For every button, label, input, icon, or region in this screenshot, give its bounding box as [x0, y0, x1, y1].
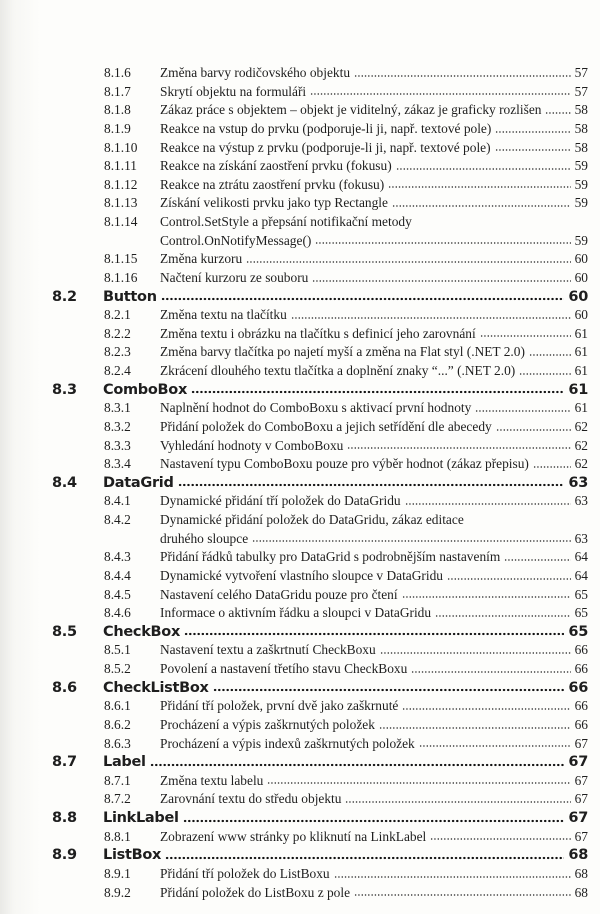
dot-leader	[402, 595, 571, 599]
entry-body	[160, 139, 588, 158]
toc-entry	[0, 697, 600, 716]
toc-entry	[0, 455, 600, 474]
page-number: 66	[568, 679, 588, 696]
entry-body	[160, 250, 588, 269]
toc-entry	[0, 567, 600, 586]
dot-leader	[430, 837, 570, 841]
entry-body	[160, 790, 588, 809]
entry-number: 8.8	[52, 810, 77, 826]
entry-number: 8.7.2	[104, 791, 131, 807]
entry-title: Vyhledání hodnoty v ComboBoxu	[160, 437, 344, 453]
toc-section-heading	[0, 474, 600, 493]
page-number: 61	[574, 325, 588, 341]
entry-body	[160, 492, 588, 511]
page-number: 66	[574, 642, 588, 658]
toc-entry	[0, 64, 600, 83]
entry-number: 8.6.1	[104, 698, 131, 714]
page-number: 68	[574, 884, 588, 900]
page-number: 68	[568, 847, 588, 864]
entry-body	[160, 176, 588, 195]
entry-title: Načtení kurzoru ze souboru	[160, 269, 309, 285]
toc-entry	[0, 437, 600, 456]
page-number: 67	[574, 735, 588, 751]
page-number: 61	[574, 400, 588, 416]
toc-entry	[0, 269, 600, 288]
entry-number: 8.9	[52, 847, 77, 864]
entry-body	[160, 660, 588, 679]
entry-body	[160, 772, 588, 791]
entry-title: ComboBox	[103, 381, 188, 398]
entry-number: 8.5.2	[104, 661, 131, 676]
entry-body	[160, 64, 588, 83]
page-number: 66	[574, 716, 588, 732]
entry-title: Reakce na výstup z prvku (podporuje-li ji, např. textové pole)	[160, 139, 491, 155]
page-number: 58	[574, 120, 588, 136]
entry-number: 8.6.2	[104, 716, 131, 732]
entry-number: 8.1.6	[104, 65, 131, 80]
entry-number: 8.5	[52, 623, 77, 640]
dot-leader	[519, 372, 570, 376]
dot-leader	[334, 875, 571, 879]
entry-title: Dynamické vytvoření vlastního sloupce v DataGridu	[160, 567, 443, 583]
dot-leader	[178, 483, 565, 487]
entry-body	[160, 362, 588, 381]
dot-leader	[496, 428, 571, 432]
dot-leader	[252, 539, 570, 543]
page-number: 64	[574, 567, 588, 583]
entry-title-continued: Control.OnNotifyMessage()	[160, 232, 312, 248]
dot-leader	[405, 502, 571, 506]
toc-section-heading	[0, 381, 600, 400]
entry-number: 8.4.5	[104, 586, 131, 602]
entry-body	[160, 83, 588, 102]
page-number: 58	[574, 139, 588, 155]
entry-title: Control.SetStyle a přepsání notifikační metody	[160, 214, 412, 229]
entry-title: Reakce na vstup do prvku (podporuje-li ji, např. textové pole)	[160, 120, 492, 136]
dot-leader	[184, 632, 564, 636]
dot-leader	[315, 241, 570, 245]
entry-title: Přidání tří položek, první dvě jako zaškrnuté	[160, 698, 399, 714]
dot-leader	[312, 279, 570, 283]
entry-body	[103, 753, 588, 772]
entry-number: 8.1.11	[104, 158, 137, 174]
entry-number: 8.3.4	[104, 456, 131, 472]
toc-entry-continuation	[0, 232, 600, 251]
toc-entry-continuation	[0, 530, 600, 549]
entry-body	[103, 381, 588, 400]
entry-body	[160, 865, 588, 884]
dot-leader	[150, 763, 565, 767]
entry-body	[160, 306, 588, 325]
toc-entry	[0, 548, 600, 567]
page-number: 66	[574, 661, 588, 676]
entry-title: Přidání položek do ComboBoxu a jejich setřídění dle abecedy	[160, 418, 492, 434]
entry-title: Dynamické přidání tří položek do DataGridu	[160, 493, 401, 509]
dot-leader	[165, 856, 564, 860]
toc-entry	[0, 399, 600, 418]
page-number: 67	[568, 754, 588, 771]
entry-number: 8.6	[52, 679, 77, 696]
toc-entry	[0, 604, 600, 623]
entry-title: CheckListBox	[103, 679, 209, 696]
entry-title: Získání velikosti prvku jako typ Rectangle	[160, 195, 388, 211]
entry-number: 8.5.1	[104, 642, 131, 658]
page-number: 61	[568, 381, 588, 398]
toc-entry	[0, 660, 600, 679]
toc-entry	[0, 828, 600, 847]
entry-number: 8.4.2	[104, 512, 131, 527]
page-number: 60	[574, 251, 588, 267]
entry-number: 8.1.7	[104, 83, 131, 99]
entry-number: 8.9.1	[104, 865, 131, 881]
entry-title: Procházení a výpis zaškrnutých položek	[160, 716, 375, 732]
page-number: 65	[574, 605, 588, 621]
dot-leader	[347, 446, 570, 450]
toc-entry	[0, 492, 600, 511]
entry-title: Povolení a nastavení třetího stavu CheckBoxu	[160, 661, 408, 676]
entry-number: 8.1.13	[104, 195, 138, 211]
entry-body	[160, 641, 588, 660]
entry-number: 8.4.4	[104, 567, 131, 583]
entry-body	[160, 735, 588, 754]
page-number: 59	[574, 232, 588, 248]
entry-title: Zkrácení dlouhého textu tlačítka a doplnění znaky “...” (.NET 2.0)	[160, 363, 516, 378]
entry-body	[160, 586, 588, 605]
entry-title: Informace o aktivním řádku a sloupci v DataGridu	[160, 605, 432, 621]
entry-number: 8.7	[52, 754, 77, 771]
entry-title: Přidání položek do ListBoxu z pole	[160, 884, 351, 900]
entry-title: Reakce na získání zaostření prvku (fokusu)	[160, 158, 392, 174]
toc-entry	[0, 176, 600, 195]
entry-body	[160, 604, 588, 623]
entry-body	[160, 716, 588, 735]
entry-number: 8.2.2	[104, 325, 131, 341]
dot-leader	[310, 92, 570, 96]
entry-number: 8.4.3	[104, 549, 131, 565]
entry-number: 8.2.4	[104, 363, 131, 378]
dot-leader	[475, 409, 570, 413]
dot-leader	[267, 781, 570, 785]
entry-number: 8.3.3	[104, 437, 131, 453]
entry-number: 8.3.1	[104, 400, 131, 416]
entry-number: 8.1.16	[104, 269, 138, 285]
dot-leader	[345, 800, 570, 804]
entry-title: Dynamické přidání položek do DataGridu, zákaz editace	[160, 512, 464, 527]
dot-leader	[379, 726, 571, 730]
entry-number: 8.3.2	[104, 418, 131, 434]
entry-body	[160, 343, 588, 362]
entry-title-continued: druhého sloupce	[160, 530, 249, 546]
toc-entry	[0, 83, 600, 102]
entry-title: Nastavení textu a zaškrtnutí CheckBoxu	[160, 642, 376, 658]
toc-entry	[0, 194, 600, 213]
toc-section-heading	[0, 623, 600, 642]
toc-entry	[0, 139, 600, 158]
entry-number: 8.1.10	[104, 139, 138, 155]
toc-entry	[0, 120, 600, 139]
page-number: 67	[574, 791, 588, 807]
page-number: 57	[574, 65, 588, 80]
dot-leader	[388, 185, 570, 189]
entry-body	[160, 232, 588, 251]
dot-leader	[291, 316, 571, 320]
entry-body	[103, 809, 588, 828]
toc-entry	[0, 586, 600, 605]
entry-number: 8.4.1	[104, 493, 131, 509]
toc-section-heading	[0, 846, 600, 865]
toc-entry	[0, 772, 600, 791]
dot-leader	[419, 744, 571, 748]
entry-number: 8.6.3	[104, 735, 131, 751]
entry-title: Button	[103, 288, 157, 305]
entry-number: 8.4	[52, 474, 77, 491]
dot-leader	[435, 614, 571, 618]
page-number: 59	[574, 195, 588, 211]
page-number: 62	[574, 437, 588, 453]
entry-number: 8.2.3	[104, 344, 131, 360]
toc-entry	[0, 343, 600, 362]
entry-number: 8.1.8	[104, 102, 131, 118]
dot-leader	[354, 893, 571, 897]
toc-entry	[0, 213, 600, 232]
page-number: 64	[574, 549, 588, 565]
entry-number: 8.1.15	[104, 251, 138, 267]
page-number: 65	[568, 623, 588, 640]
entry-body	[160, 511, 588, 530]
toc-entry	[0, 157, 600, 176]
entry-body	[103, 474, 588, 493]
entry-title: Naplnění hodnot do ComboBoxu s aktivací první hodnoty	[160, 400, 472, 416]
dot-leader	[213, 688, 565, 692]
dot-leader	[411, 670, 570, 674]
entry-title: Změna textu na tlačítku	[160, 307, 287, 323]
page-number: 65	[574, 586, 588, 602]
entry-body	[160, 399, 588, 418]
entry-title: Skrytí objektu na formuláři	[160, 83, 307, 99]
entry-title: Změna kurzoru	[160, 251, 243, 267]
dot-leader	[396, 167, 571, 171]
entry-title: Změna barvy tlačítka po najetí myší a změna na Flat styl (.NET 2.0)	[160, 344, 525, 360]
page-number: 57	[574, 83, 588, 99]
dot-leader	[183, 819, 565, 823]
entry-body	[103, 623, 588, 642]
page-number: 67	[574, 828, 588, 844]
entry-title: ListBox	[103, 847, 162, 864]
dot-leader	[480, 334, 571, 338]
entry-body	[160, 120, 588, 139]
dot-leader	[380, 651, 571, 655]
page-number: 63	[568, 474, 588, 491]
entry-body	[103, 288, 588, 307]
page-number: 62	[574, 456, 588, 472]
page-number: 62	[574, 418, 588, 434]
entry-title: Zobrazení www stránky po kliknutí na LinkLabel	[160, 828, 427, 844]
toc-section-heading	[0, 753, 600, 772]
entry-body	[160, 213, 588, 232]
entry-body	[160, 567, 588, 586]
toc-entry	[0, 865, 600, 884]
toc-entry	[0, 716, 600, 735]
entry-number: 8.1.12	[104, 176, 138, 192]
page-number: 68	[574, 865, 588, 881]
dot-leader	[495, 130, 570, 134]
entry-title: Nastavení typu ComboBoxu pouze pro výběr hodnot (zákaz přepisu)	[160, 456, 529, 472]
dot-leader	[161, 297, 565, 301]
entry-body	[160, 194, 588, 213]
entry-body	[160, 325, 588, 344]
entry-title: Přidání tří položek do ListBoxu	[160, 865, 330, 881]
toc-entry	[0, 101, 600, 120]
entry-title: CheckBox	[103, 623, 181, 640]
page-number: 58	[574, 102, 588, 118]
entry-number: 8.3	[52, 381, 77, 398]
toc-entry	[0, 362, 600, 381]
page-number: 61	[574, 344, 588, 360]
page-number: 59	[574, 176, 588, 192]
toc-section-heading	[0, 288, 600, 307]
entry-body	[160, 530, 588, 549]
toc-entry	[0, 306, 600, 325]
entry-body	[160, 269, 588, 288]
entry-number: 8.7.1	[104, 772, 131, 788]
entry-body	[160, 157, 588, 176]
entry-body	[160, 548, 588, 567]
toc-entry	[0, 735, 600, 754]
entry-body	[160, 101, 588, 120]
page-number: 61	[574, 363, 588, 378]
toc-section-heading	[0, 809, 600, 828]
dot-leader	[529, 353, 571, 357]
dot-leader	[504, 558, 570, 562]
entry-body	[160, 828, 588, 847]
entry-body	[103, 846, 588, 865]
entry-body	[160, 418, 588, 437]
entry-title: Label	[103, 754, 146, 771]
page-number: 66	[574, 698, 588, 714]
toc-entry	[0, 884, 600, 903]
dot-leader	[246, 260, 570, 264]
entry-title: LinkLabel	[103, 810, 179, 826]
entry-body	[160, 884, 588, 903]
toc-entry	[0, 250, 600, 269]
dot-leader	[545, 111, 570, 115]
entry-title: Změna barvy rodičovského objektu	[160, 65, 351, 80]
table-of-contents	[0, 64, 600, 902]
entry-title: Zarovnání textu do středu objektu	[160, 791, 342, 807]
toc-section-heading	[0, 679, 600, 698]
entry-body	[160, 697, 588, 716]
entry-title: DataGrid	[103, 474, 174, 491]
entry-number: 8.2	[52, 288, 77, 305]
dot-leader	[392, 204, 571, 208]
dot-leader	[495, 148, 571, 152]
entry-title: Nastavení celého DataGridu pouze pro čtení	[160, 586, 398, 602]
entry-number: 8.8.1	[104, 828, 131, 844]
entry-number: 8.1.9	[104, 120, 131, 136]
dot-leader	[191, 390, 564, 394]
toc-entry	[0, 511, 600, 530]
entry-title: Přidání řádků tabulky pro DataGrid s podrobnějším nastavením	[160, 549, 501, 565]
entry-body	[160, 437, 588, 456]
dot-leader	[402, 707, 570, 711]
toc-entry	[0, 790, 600, 809]
toc-entry	[0, 418, 600, 437]
entry-number: 8.1.14	[104, 214, 138, 229]
entry-number: 8.4.6	[104, 605, 131, 621]
page-number: 63	[574, 530, 588, 546]
entry-title: Změna textu labelu	[160, 772, 264, 788]
page-number: 63	[574, 493, 588, 509]
page-number: 67	[568, 810, 588, 826]
page-number: 67	[574, 772, 588, 788]
entry-title: Změna textu i obrázku na tlačítku s definicí jeho zarovnání	[160, 325, 476, 341]
dot-leader	[447, 577, 571, 581]
entry-title: Zákaz práce s objektem – objekt je viditelný, zákaz je graficky rozlišen	[160, 102, 542, 118]
dot-leader	[533, 465, 571, 469]
entry-body	[160, 455, 588, 474]
entry-number: 8.9.2	[104, 884, 131, 900]
toc-entry	[0, 325, 600, 344]
entry-body	[103, 679, 588, 698]
entry-number: 8.2.1	[104, 307, 131, 323]
page-number: 59	[574, 158, 588, 174]
page-number: 60	[574, 307, 588, 323]
toc-entry	[0, 641, 600, 660]
entry-title: Reakce na ztrátu zaostření prvku (fokusu)	[160, 176, 385, 192]
dot-leader	[354, 74, 571, 78]
entry-title: Procházení a výpis indexů zaškrnutých položek	[160, 735, 415, 751]
page-number: 60	[574, 269, 588, 285]
page-number: 60	[568, 288, 588, 305]
